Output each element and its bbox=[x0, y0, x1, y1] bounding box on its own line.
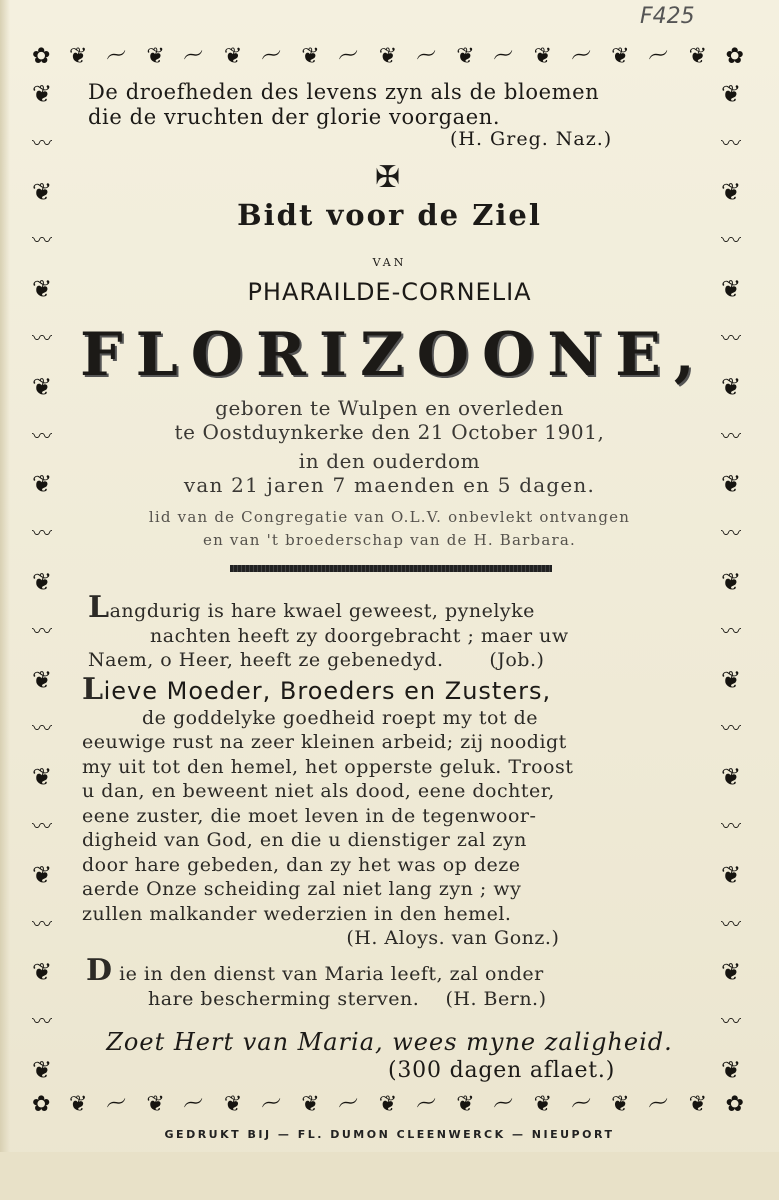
left-ornament-border: ❦ 〰 ❦ 〰 ❦ 〰 ❦ 〰 ❦ 〰 ❦ 〰 ❦ 〰 ❦ 〰 ❦ 〰 ❦ 〰 ❦ bbox=[31, 80, 53, 1084]
top-ornament-border: ✿ ❦ 〜 ❦ 〜 ❦ 〜 ❦ 〜 ❦ 〜 ❦ 〜 ❦ 〜 ❦ 〜 ❦ ✿ bbox=[32, 41, 744, 73]
age-line: in den ouderdom bbox=[298, 449, 481, 473]
membership-line: lid van de Congregatie van O.L.V. onbevlekt ontvangen bbox=[148, 508, 631, 526]
job-quote bbox=[88, 590, 569, 673]
printer-imprint: GEDRUKT BIJ — FL. DUMON CLEENWERCK — NIEUPORT bbox=[164, 1128, 615, 1141]
card-bottom-margin bbox=[0, 1152, 779, 1200]
bernard-quote bbox=[86, 953, 547, 1011]
bottom-ornament-border: ✿ ❦ 〜 ❦ 〜 ❦ 〜 ❦ 〜 ❦ 〜 ❦ 〜 ❦ 〜 ❦ 〜 ❦ ✿ bbox=[32, 1089, 744, 1121]
maltese-cross-icon: ✠ bbox=[375, 160, 401, 195]
letter-heading: ieve Moeder, Broeders en Zusters, bbox=[103, 677, 552, 705]
drop-cap: L bbox=[82, 672, 104, 707]
letter-line: door hare gebeden, dan zy het was op deze bbox=[82, 853, 521, 876]
age-value-line: van 21 jaren 7 maenden en 5 dagen. bbox=[183, 473, 596, 497]
quote-attribution: (H. Greg. Naz.) bbox=[450, 128, 613, 150]
letter-line: my uit tot den hemel, het opperste geluk. Troost bbox=[82, 755, 574, 778]
bern-line: hare bescherming sterven. bbox=[148, 987, 420, 1010]
job-line: Naem, o Heer, heeft ze gebenedyd. bbox=[88, 649, 444, 671]
drop-cap: D bbox=[86, 953, 113, 988]
indulgence-note: (300 dagen aflaet.) bbox=[388, 1058, 616, 1083]
job-line: nachten heeft zy doorgebracht ; maer uw bbox=[150, 624, 569, 647]
right-ornament-border: ❦ 〰 ❦ 〰 ❦ 〰 ❦ 〰 ❦ 〰 ❦ 〰 ❦ 〰 ❦ 〰 ❦ 〰 ❦ 〰 ❦ bbox=[720, 80, 742, 1084]
letter-line: aerde Onze scheiding zal niet lang zyn ; wy bbox=[82, 878, 522, 900]
letter-attribution: (H. Aloys. van Gonz.) bbox=[346, 927, 560, 949]
letter-line: digheid van God, en die u dienstiger zal zyn bbox=[82, 829, 527, 851]
job-attribution: (Job.) bbox=[489, 649, 545, 671]
paper-edge bbox=[0, 0, 10, 1200]
van-label: VAN bbox=[372, 256, 407, 269]
job-line: angdurig is hare kwael geweest, pynelyke bbox=[109, 600, 535, 622]
divider-rule bbox=[230, 565, 552, 572]
first-names: PHARAILDE-CORNELIA bbox=[247, 278, 532, 306]
birth-line: geboren te Wulpen en overleden bbox=[215, 396, 564, 420]
prayer-heading: Bidt voor de Ziel bbox=[237, 198, 542, 232]
flower-ornament-icon: ✿ bbox=[32, 44, 51, 69]
archive-reference: F425 bbox=[640, 4, 695, 29]
letter-line: eene zuster, die moet leven in de tegenwoor- bbox=[82, 804, 537, 827]
quote-line: die de vruchten der glorie voorgaen. bbox=[88, 105, 501, 129]
bern-line: ie in den dienst van Maria leeft, zal onder bbox=[119, 963, 544, 985]
letter-line: de goddelyke goedheid roept my tot de bbox=[142, 706, 539, 729]
quote-line: De droefheden des levens zyn als de bloemen bbox=[88, 80, 600, 104]
surname: FLORIZOONE, bbox=[80, 320, 708, 390]
death-line: te Oostduynkerke den 21 October 1901, bbox=[174, 420, 605, 444]
membership-line: en van 't broederschap van de H. Barbara. bbox=[203, 531, 576, 549]
farewell-letter bbox=[82, 672, 574, 951]
bern-attribution: (H. Bern.) bbox=[445, 987, 547, 1010]
letter-line: zullen malkander wederzien in den hemel. bbox=[82, 902, 512, 925]
closing-prayer: Zoet Hert van Maria, wees myne zaligheid. bbox=[106, 1028, 673, 1056]
letter-line: eeuwige rust na zeer kleinen arbeid; zij noodigt bbox=[82, 731, 567, 753]
opening-quote bbox=[88, 80, 708, 130]
drop-cap: L bbox=[88, 590, 110, 625]
letter-line: u dan, en beweent niet als dood, eene dochter, bbox=[82, 780, 555, 802]
